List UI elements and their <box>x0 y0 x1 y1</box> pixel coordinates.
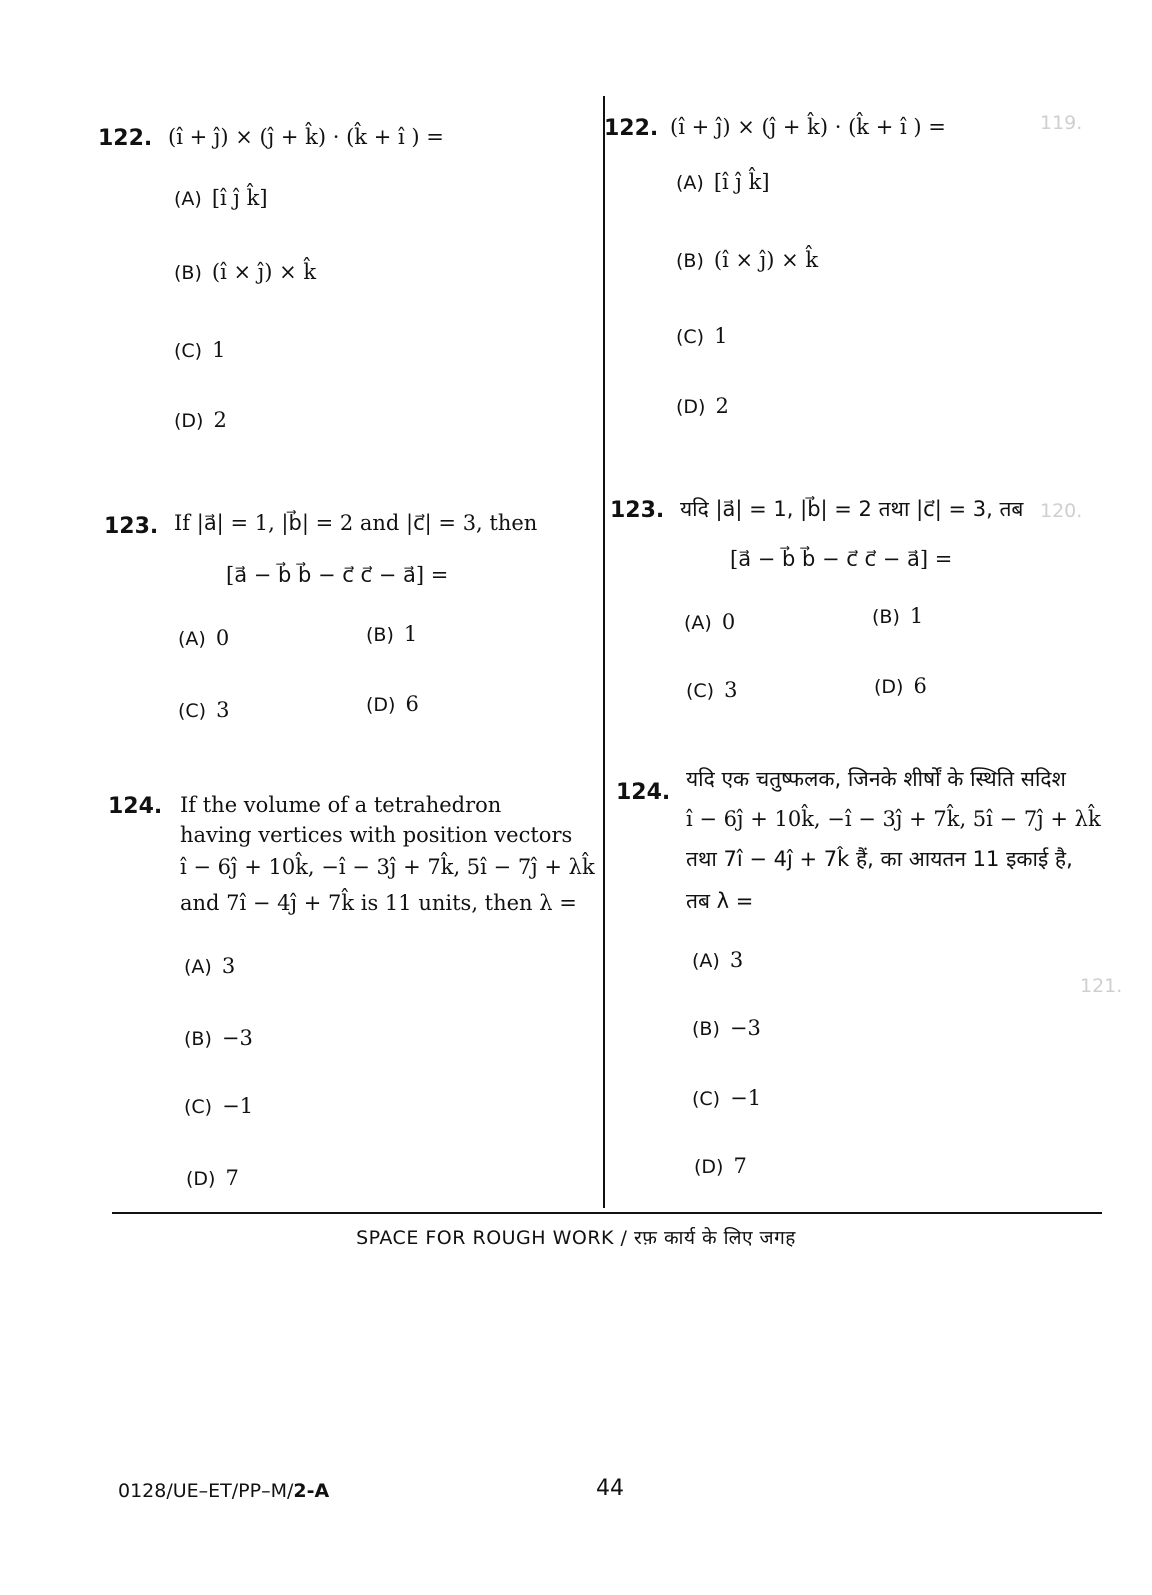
question-number: 122. <box>604 116 659 141</box>
option-value: 3 <box>216 698 230 722</box>
option-label: (A) <box>184 956 212 978</box>
booklet-code-prefix: 0128/UE–ET/PP–M/ <box>118 1480 294 1502</box>
question-text: (î + ĵ) × (ĵ + k̂) · (k̂ + î ) = <box>670 115 946 139</box>
option-b <box>872 604 923 628</box>
option-b <box>366 622 417 646</box>
option-value: 2 <box>213 408 227 432</box>
option-label: (B) <box>872 606 900 628</box>
option-label: (C) <box>184 1096 213 1118</box>
option-b <box>184 1026 253 1050</box>
option-d <box>694 1154 747 1178</box>
option-label: (D) <box>676 396 706 418</box>
option-label: (A) <box>178 628 206 650</box>
question-line-3: तथा 7î − 4ĵ + 7k̂ हैं, का आयतन 11 इकाई है, <box>686 847 1073 871</box>
english-column <box>0 0 600 1210</box>
option-a <box>684 610 735 634</box>
option-label: (C) <box>676 326 705 348</box>
option-value: 7 <box>733 1154 747 1178</box>
option-value: −3 <box>729 1016 761 1040</box>
question-expression: [a⃗ − b⃗ b⃗ − c⃗ c⃗ − a⃗] = <box>226 563 449 587</box>
option-value: 0 <box>215 626 230 650</box>
option-label: (B) <box>366 624 394 646</box>
question-text: (î + ĵ) × (ĵ + k̂) · (k̂ + î ) = <box>168 125 444 149</box>
option-b <box>676 248 818 272</box>
option-label: (B) <box>692 1018 720 1040</box>
option-value: 1 <box>403 622 418 646</box>
option-value: [î ĵ k̂] <box>713 170 770 194</box>
bleed-through-121: 121. <box>1080 975 1123 997</box>
option-label: (C) <box>692 1088 721 1110</box>
option-value: 1 <box>909 604 924 628</box>
option-value: 3 <box>729 948 744 972</box>
option-value: −3 <box>221 1026 253 1050</box>
option-label: (D) <box>874 676 904 698</box>
question-number: 124. <box>108 794 163 819</box>
question-expression: [a⃗ − b⃗ b⃗ − c⃗ c⃗ − a⃗] = <box>730 547 953 571</box>
option-label: (B) <box>184 1028 212 1050</box>
option-label: (C) <box>178 700 207 722</box>
option-a <box>178 626 229 650</box>
question-line-3: î − 6ĵ + 10k̂, −î − 3ĵ + 7k̂, 5î − 7ĵ + λk̂ <box>180 855 595 879</box>
page-number: 44 <box>596 1476 624 1501</box>
option-value: [î ĵ k̂] <box>211 186 268 210</box>
question-line-1: If the volume of a tetrahedron <box>180 793 502 817</box>
option-b <box>174 260 316 284</box>
bleed-through-120: 120. <box>1040 500 1083 522</box>
option-value: −1 <box>222 1094 254 1118</box>
option-label: (A) <box>174 188 202 210</box>
option-a <box>676 170 770 194</box>
rough-work-divider <box>112 1212 1102 1214</box>
option-c <box>686 678 737 702</box>
question-number: 124. <box>616 780 671 805</box>
option-value: 2 <box>715 394 729 418</box>
option-a <box>174 186 268 210</box>
option-b <box>692 1016 761 1040</box>
question-number: 123. <box>104 514 159 539</box>
option-label: (B) <box>174 262 202 284</box>
option-c <box>676 324 727 348</box>
bleed-through-119: 119. <box>1040 112 1083 134</box>
question-text: यदि |a⃗| = 1, |b⃗| = 2 तथा |c⃗| = 3, तब <box>680 497 1024 521</box>
option-a <box>692 948 743 972</box>
option-d <box>366 692 419 716</box>
question-line-2: î − 6ĵ + 10k̂, −î − 3ĵ + 7k̂, 5î − 7ĵ + λk̂ <box>686 807 1101 831</box>
question-line-2: having vertices with position vectors <box>180 823 573 847</box>
question-number: 123. <box>610 498 665 523</box>
option-a <box>184 954 235 978</box>
column-divider <box>603 96 605 1208</box>
option-d <box>174 408 227 432</box>
option-label: (C) <box>174 340 203 362</box>
option-label: (A) <box>676 172 704 194</box>
question-text: If |a⃗| = 1, |b⃗| = 2 and |c⃗| = 3, then <box>174 511 538 535</box>
option-c <box>184 1094 253 1118</box>
option-c <box>178 698 229 722</box>
option-value: (î × ĵ) × k̂ <box>211 260 317 284</box>
option-label: (D) <box>366 694 396 716</box>
option-label: (D) <box>186 1168 216 1190</box>
question-line-1: यदि एक चतुष्फलक, जिनके शीर्षों के स्थिति सदिश <box>686 767 1066 791</box>
option-label: (C) <box>686 680 715 702</box>
option-label: (B) <box>676 250 704 272</box>
question-number: 122. <box>98 126 153 151</box>
option-d <box>676 394 729 418</box>
booklet-code-suffix: 2-A <box>293 1480 330 1502</box>
option-label: (D) <box>174 410 204 432</box>
option-value: 3 <box>221 954 236 978</box>
option-value: 6 <box>405 692 419 716</box>
option-value: (î × ĵ) × k̂ <box>713 248 819 272</box>
option-value: 0 <box>721 610 736 634</box>
option-value: 1 <box>714 324 728 348</box>
option-value: 3 <box>724 678 738 702</box>
option-value: 7 <box>225 1166 239 1190</box>
option-label: (A) <box>684 612 712 634</box>
question-line-4: and 7î − 4ĵ + 7k̂ is 11 units, then λ = <box>180 891 577 915</box>
rough-work-heading: SPACE FOR ROUGH WORK / रफ़ कार्य के लिए जगह <box>356 1227 796 1249</box>
option-d <box>186 1166 239 1190</box>
question-line-4: तब λ = <box>686 889 754 913</box>
option-label: (A) <box>692 950 720 972</box>
option-value: −1 <box>730 1086 762 1110</box>
option-c <box>174 338 225 362</box>
option-label: (D) <box>694 1156 724 1178</box>
option-c <box>692 1086 761 1110</box>
option-d <box>874 674 927 698</box>
hindi-column <box>604 0 1152 1210</box>
option-value: 6 <box>913 674 927 698</box>
option-value: 1 <box>212 338 226 362</box>
